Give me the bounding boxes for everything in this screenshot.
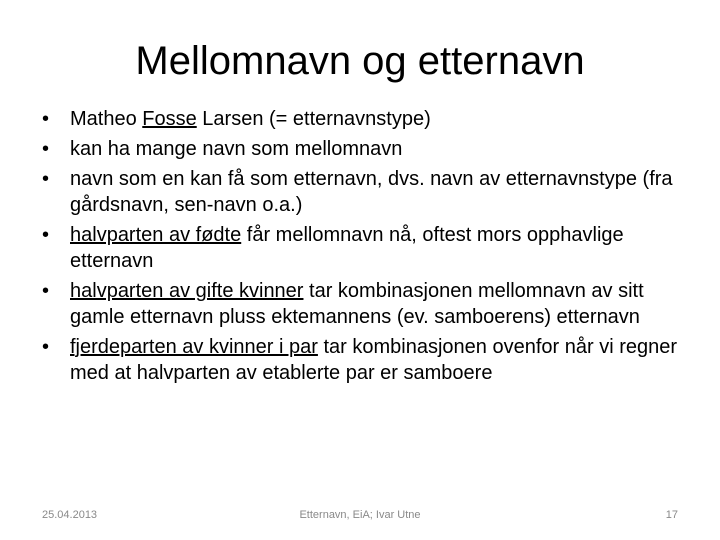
text-run: tar kombinasjonen ovenfor når vi regner med at halvparten av etablerte par er samboere: [70, 336, 678, 384]
footer-author: Etternavn, EiA; Ivar Utne: [299, 509, 421, 521]
underlined-text-run: fjerdeparten av kvinner i par: [70, 336, 318, 358]
text-run: får mellomnavn nå, oftest mors opphavlige etternavn: [70, 224, 624, 272]
bullet-item: [36, 222, 684, 274]
bullet-marker: •: [42, 168, 50, 190]
bullet-marker: •: [42, 108, 50, 130]
slide-number: 17: [665, 509, 678, 521]
underlined-text-run: halvparten av fødte: [70, 224, 242, 246]
bullet-text: [70, 280, 644, 328]
bullet-item: [36, 136, 684, 162]
text-run: Larsen (= etternavnstype): [196, 108, 431, 130]
bullet-marker: •: [42, 138, 50, 160]
text-run: kan ha mange navn som mellomnavn: [70, 138, 403, 160]
bullet-item: [36, 334, 684, 386]
bullet-item: [36, 278, 684, 330]
bullet-text: [70, 138, 402, 160]
bullet-item: [36, 106, 684, 132]
text-run: navn som en kan få som etternavn, dvs. navn av etternavnstype (fra gårdsnavn, sen-navn o.a.): [70, 168, 673, 216]
bullet-item: [36, 166, 684, 218]
bullet-text: [70, 108, 431, 130]
bullet-text: [70, 168, 673, 216]
bullet-list: [36, 106, 684, 390]
underlined-text-run: Fosse: [142, 108, 197, 130]
bullet-text: [70, 336, 677, 384]
footer-date: 25.04.2013: [42, 509, 98, 521]
underlined-text-run: halvparten av gifte kvinner: [70, 280, 304, 302]
text-run: Matheo: [70, 108, 143, 130]
bullet-text: [70, 224, 624, 272]
bullet-marker: •: [42, 280, 50, 302]
bullet-marker: •: [42, 336, 50, 358]
slide-title: Mellomnavn og etternavn: [135, 39, 585, 83]
bullet-marker: •: [42, 224, 50, 246]
text-run: tar kombinasjonen mellomnavn av sitt gamle etternavn pluss ektemannens (ev. samboerens) etternavn: [70, 280, 644, 328]
